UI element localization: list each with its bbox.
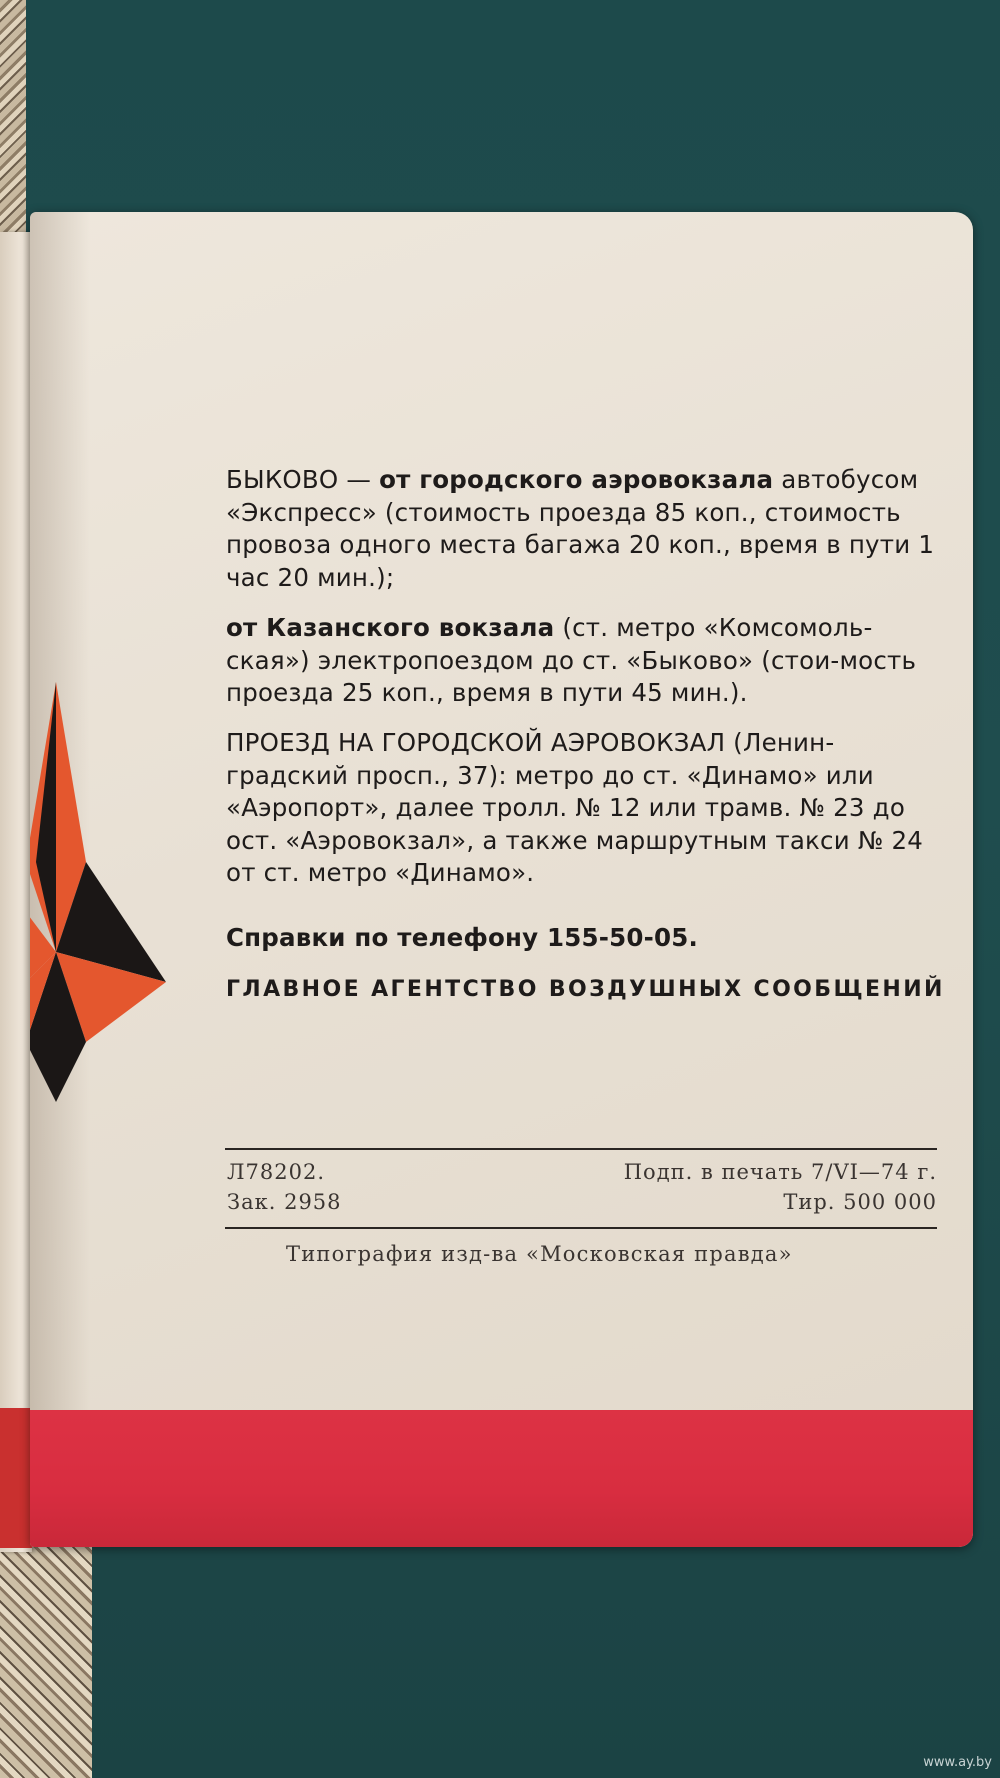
fabric-bottom <box>0 1545 92 1778</box>
imprint-printer: Типография изд-ва «Московская правда» <box>286 1242 793 1266</box>
paragraph-kazansky <box>226 612 954 710</box>
imprint-signed: Подп. в печать 7/VI—74 г. <box>623 1160 937 1184</box>
paragraph-rest: автобусом «Экспресс» (стоимость проезда 85 коп., стоимость провоза одного места багажа 20 коп., время в пути 1 час 20 мин.); <box>226 465 935 592</box>
red-cover-band <box>30 1410 973 1547</box>
booklet-page <box>30 212 973 1547</box>
phone-info: Справки по телефону 155-50-05. <box>226 923 699 952</box>
paragraph-bykovo <box>226 464 954 594</box>
booklet-back-red-band <box>0 1408 32 1548</box>
paragraph-bold: от Казанского вокзала <box>226 613 555 642</box>
divider-bottom <box>225 1227 937 1229</box>
paragraph-air-terminal: ПРОЕЗД НА ГОРОДСКОЙ АЭРОВОКЗАЛ (Ленин-градский просп., 37): метро до ст. «Динамо» или «Аэропорт», далее тролл. № 12 или трамв. № 23 до ост. «Аэровокзал», а также маршрутным такси № 24 от ст. метро «Динамо». <box>226 728 924 887</box>
divider-top <box>225 1148 937 1150</box>
imprint-code: Л78202. <box>227 1160 326 1184</box>
paragraph-rest: (ст. метро «Комсомоль-ская») электропоездом до ст. «Быково» (стои-мость проезда 25 коп., время в пути 45 мин.). <box>226 613 917 707</box>
paragraph-lead: БЫКОВО — <box>226 465 372 494</box>
booklet-back-page <box>0 232 32 1552</box>
imprint-run: Тир. 500 000 <box>783 1190 937 1214</box>
agency-name: ГЛАВНОЕ АГЕНТСТВО ВОЗДУШНЫХ СООБЩЕНИЙ <box>226 977 945 1002</box>
compass-star-icon <box>30 682 166 1102</box>
fabric-top <box>0 0 26 245</box>
paragraph-bold: от городского аэровокзала <box>379 465 774 494</box>
watermark: www.ay.by <box>923 1755 992 1770</box>
imprint-order: Зак. 2958 <box>227 1190 342 1214</box>
